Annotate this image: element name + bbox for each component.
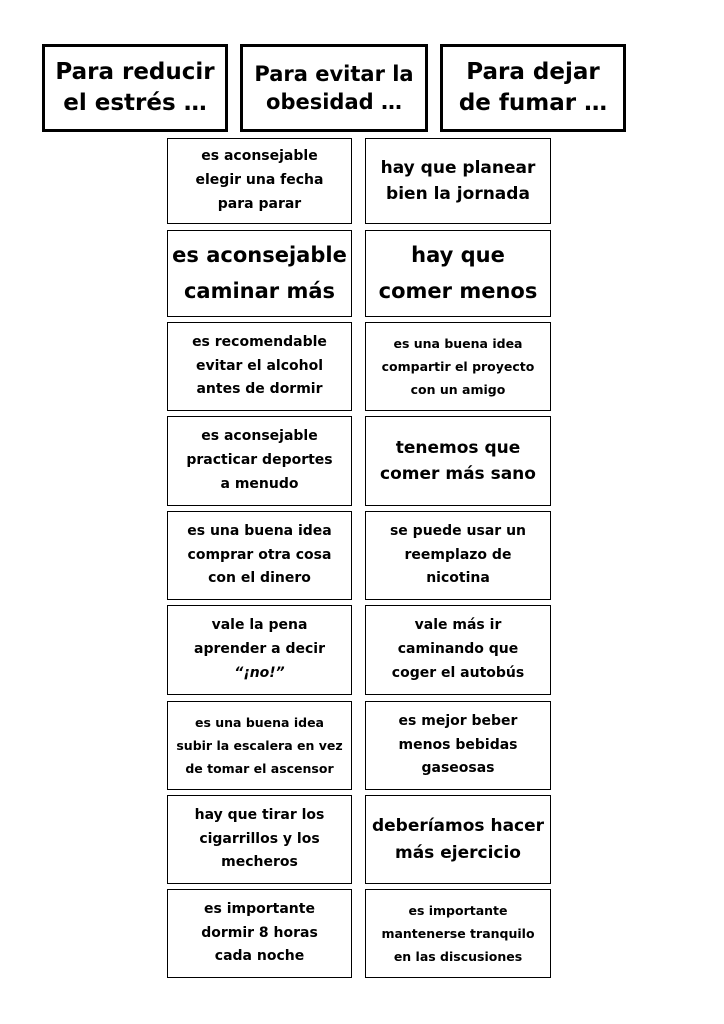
card-left-9: es importante dormir 8 horas cada noche (167, 889, 352, 978)
card-left-4: es aconsejable practicar deportes a menudo (167, 416, 352, 506)
card-left-6-quote: “¡no!” (234, 664, 285, 681)
card-left-6-text: vale la pena aprender a decir (194, 617, 325, 658)
card-right-3: es una buena idea compartir el proyecto con un amigo (365, 322, 551, 411)
header-quit-smoking: Para dejar de fumar … (440, 44, 626, 132)
card-left-8: hay que tirar los cigarrillos y los mecheros (167, 795, 352, 884)
card-right-1: hay que planear bien la jornada (365, 138, 551, 224)
card-left-3: es recomendable evitar el alcohol antes de dormir (167, 322, 352, 411)
card-right-7: es mejor beber menos bebidas gaseosas (365, 701, 551, 790)
card-right-8: deberíamos hacer más ejercicio (365, 795, 551, 884)
card-left-2: es aconsejable caminar más (167, 230, 352, 317)
card-right-9: es importante mantenerse tranquilo en las discusiones (365, 889, 551, 978)
header-reduce-stress: Para reducir el estrés … (42, 44, 228, 132)
card-left-7: es una buena idea subir la escalera en vez de tomar el ascensor (167, 701, 352, 790)
card-right-4: tenemos que comer más sano (365, 416, 551, 506)
card-right-5: se puede usar un reemplazo de nicotina (365, 511, 551, 600)
card-left-1: es aconsejable elegir una fecha para parar (167, 138, 352, 224)
card-right-6: vale más ir caminando que coger el autobús (365, 605, 551, 695)
card-right-2: hay que comer menos (365, 230, 551, 317)
header-avoid-obesity: Para evitar la obesidad … (240, 44, 428, 132)
card-left-5: es una buena idea comprar otra cosa con el dinero (167, 511, 352, 600)
card-left-6 (167, 605, 352, 695)
